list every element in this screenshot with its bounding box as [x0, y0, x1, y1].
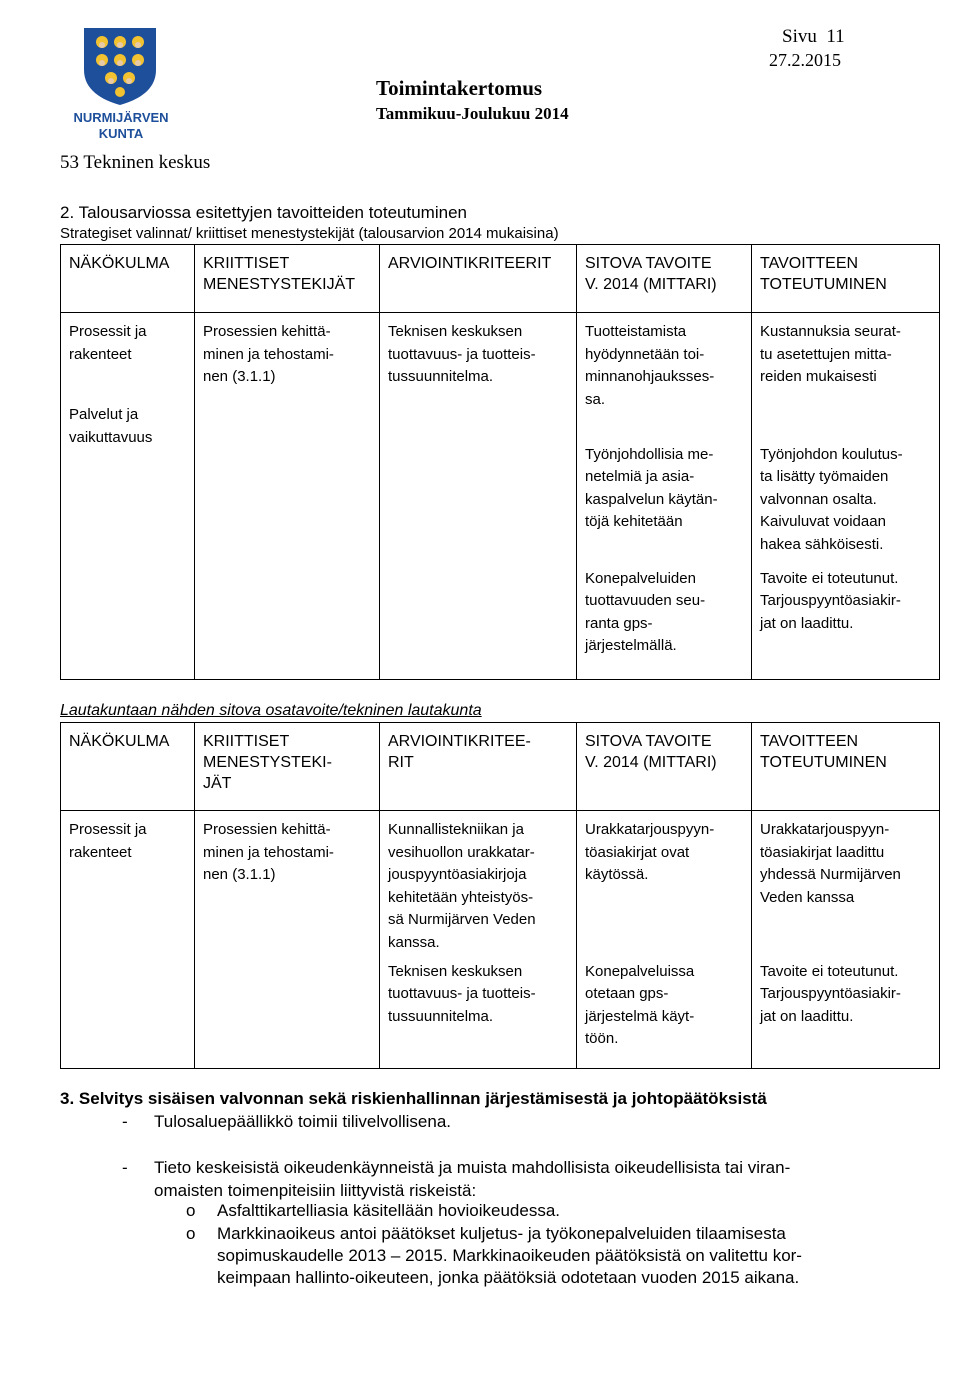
- bullet-item-line: omaisten toimenpiteisiin liittyvistä riskeistä:: [154, 1181, 477, 1200]
- board-goals-table: [60, 722, 940, 1069]
- perspective-cell: [61, 313, 195, 680]
- logo-name-line2: KUNTA: [98, 126, 144, 141]
- board-goal-heading: Lautakuntaan nähden sitova osatavoite/tekninen lautakunta: [60, 702, 482, 719]
- result-cell: Työnjohdon koulutus- ta lisätty työmaiden valvonnan osalta. Kaivuluvat voidaan hakea sähköisesti.: [752, 444, 940, 568]
- header-cell: TAVOITTEEN TOTEUTUMINEN: [752, 245, 940, 313]
- success-factor-cell: Prosessien kehittä- minen ja tehostami- nen (3.1.1): [195, 313, 380, 680]
- perspective-label: Palvelut ja vaikuttavuus: [69, 406, 153, 446]
- section3-title: 3. Selvitys sisäisen valvonnan sekä riskienhallinnan järjestämisestä ja johtopäätöksistä: [60, 1089, 767, 1108]
- header-cell: NÄKÖKULMA: [61, 723, 195, 811]
- header-cell: KRIITTISET MENESTYSTEKIJÄT: [195, 245, 380, 313]
- table-row: [61, 811, 940, 961]
- result-cell: Urakkatarjouspyyn- töasiakirjat laadittu yhdessä Nurmijärven Veden kanssa: [752, 811, 940, 961]
- result-cell: Tavoite ei toteutunut. Tarjouspyyntöasiakir- jat on laadittu.: [752, 568, 940, 680]
- municipality-logo: [62, 26, 180, 148]
- coat-of-arms-icon: [80, 26, 160, 106]
- dash-bullet: -: [122, 1112, 128, 1131]
- document-date: 27.2.2015: [769, 50, 841, 70]
- header-cell: ARVIOINTIKRITEE- RIT: [380, 723, 577, 811]
- result-cell: Tavoite ei toteutunut. Tarjouspyyntöasiakir- jat on laadittu.: [752, 961, 940, 1069]
- dash-bullet: -: [122, 1158, 128, 1177]
- criterion-cell: Teknisen keskuksen tuottavuus- ja tuotteis- tussuunnitelma.: [380, 961, 577, 1069]
- target-cell: Urakkatarjouspyyn- töasiakirjat ovat käytössä.: [577, 811, 752, 961]
- circle-bullet: o: [186, 1201, 196, 1220]
- sub-bullet-item: Asfalttikartelliasia käsitellään hovioikeudessa.: [217, 1201, 561, 1220]
- table-row: [61, 313, 940, 444]
- result-cell: Kustannuksia seurat- tu asetettujen mitta- reiden mukaisesti: [752, 313, 940, 444]
- document-period: Tammikuu-Joulukuu 2014: [376, 104, 569, 123]
- bullet-item-line: Tieto keskeisistä oikeudenkäynneistä ja muista mahdollisista oikeudellisista tai viran-: [154, 1158, 791, 1177]
- table-header-row: [61, 723, 940, 811]
- criterion-cell: Teknisen keskuksen tuottavuus- ja tuotteis- tussuunnitelma.: [380, 313, 577, 680]
- header-cell: TAVOITTEEN TOTEUTUMINEN: [752, 723, 940, 811]
- header-cell: ARVIOINTIKRITEERIT: [380, 245, 577, 313]
- header-cell: NÄKÖKULMA: [61, 245, 195, 313]
- page-number: Sivu 11: [782, 26, 845, 47]
- criterion-cell: Kunnallistekniikan ja vesihuollon urakkatar- jouspyyntöasiakirjoja kehitetään yhteistyös- sä Nurmijärven Veden kanssa.: [380, 811, 577, 961]
- document-title: Toimintakertomus: [376, 76, 543, 100]
- circle-bullet: o: [186, 1224, 196, 1243]
- goals-table: [60, 244, 940, 680]
- header-cell: SITOVA TAVOITE V. 2014 (MITTARI): [577, 723, 752, 811]
- logo-name-line1: NURMIJÄRVEN: [73, 110, 169, 125]
- target-cell: Konepalveluissa otetaan gps- järjestelmä käyt- töön.: [577, 961, 752, 1069]
- header-cell: SITOVA TAVOITE V. 2014 (MITTARI): [577, 245, 752, 313]
- perspective-cell: Prosessit ja rakenteet: [61, 811, 195, 1069]
- target-cell: Työnjohdollisia me- netelmiä ja asia- kaspalvelun käytän- töjä kehitetään: [577, 444, 752, 568]
- sub-bullet-item-line: Markkinaoikeus antoi päätökset kuljetus- ja työkonepalveluiden tilaamisesta: [217, 1224, 786, 1243]
- sub-bullet-item-line: sopimuskaudelle 2013 – 2015. Markkinaoikeuden päätöksistä on valitettu kor-: [217, 1246, 802, 1265]
- sub-bullet-item-line: keimpaan hallinto-oikeuteen, jonka päätöksiä odotetaan vuoden 2015 aikana.: [217, 1268, 800, 1287]
- success-factor-cell: Prosessien kehittä- minen ja tehostami- nen (3.1.1): [195, 811, 380, 1069]
- table-header-row: [61, 245, 940, 313]
- department-name: 53 Tekninen keskus: [60, 152, 211, 173]
- target-cell: Tuotteistamista hyödynnetään toi- minnanohjauksses- sa.: [577, 313, 752, 444]
- section2-title: 2. Talousarviossa esitettyjen tavoitteiden toteutuminen: [60, 203, 467, 222]
- logo-wordmark: [62, 110, 180, 142]
- header-cell: KRIITTISET MENESTYSTEKI- JÄT: [195, 723, 380, 811]
- section2-subtitle: Strategiset valinnat/ kriittiset menestystekijät (talousarvion 2014 mukaisina): [60, 225, 559, 242]
- perspective-label: Prosessit ja rakenteet: [69, 323, 147, 363]
- target-cell: Konepalveluiden tuottavuuden seu- ranta gps- järjestelmällä.: [577, 568, 752, 680]
- bullet-item: Tulosaluepäällikkö toimii tilivelvollisena.: [154, 1112, 452, 1131]
